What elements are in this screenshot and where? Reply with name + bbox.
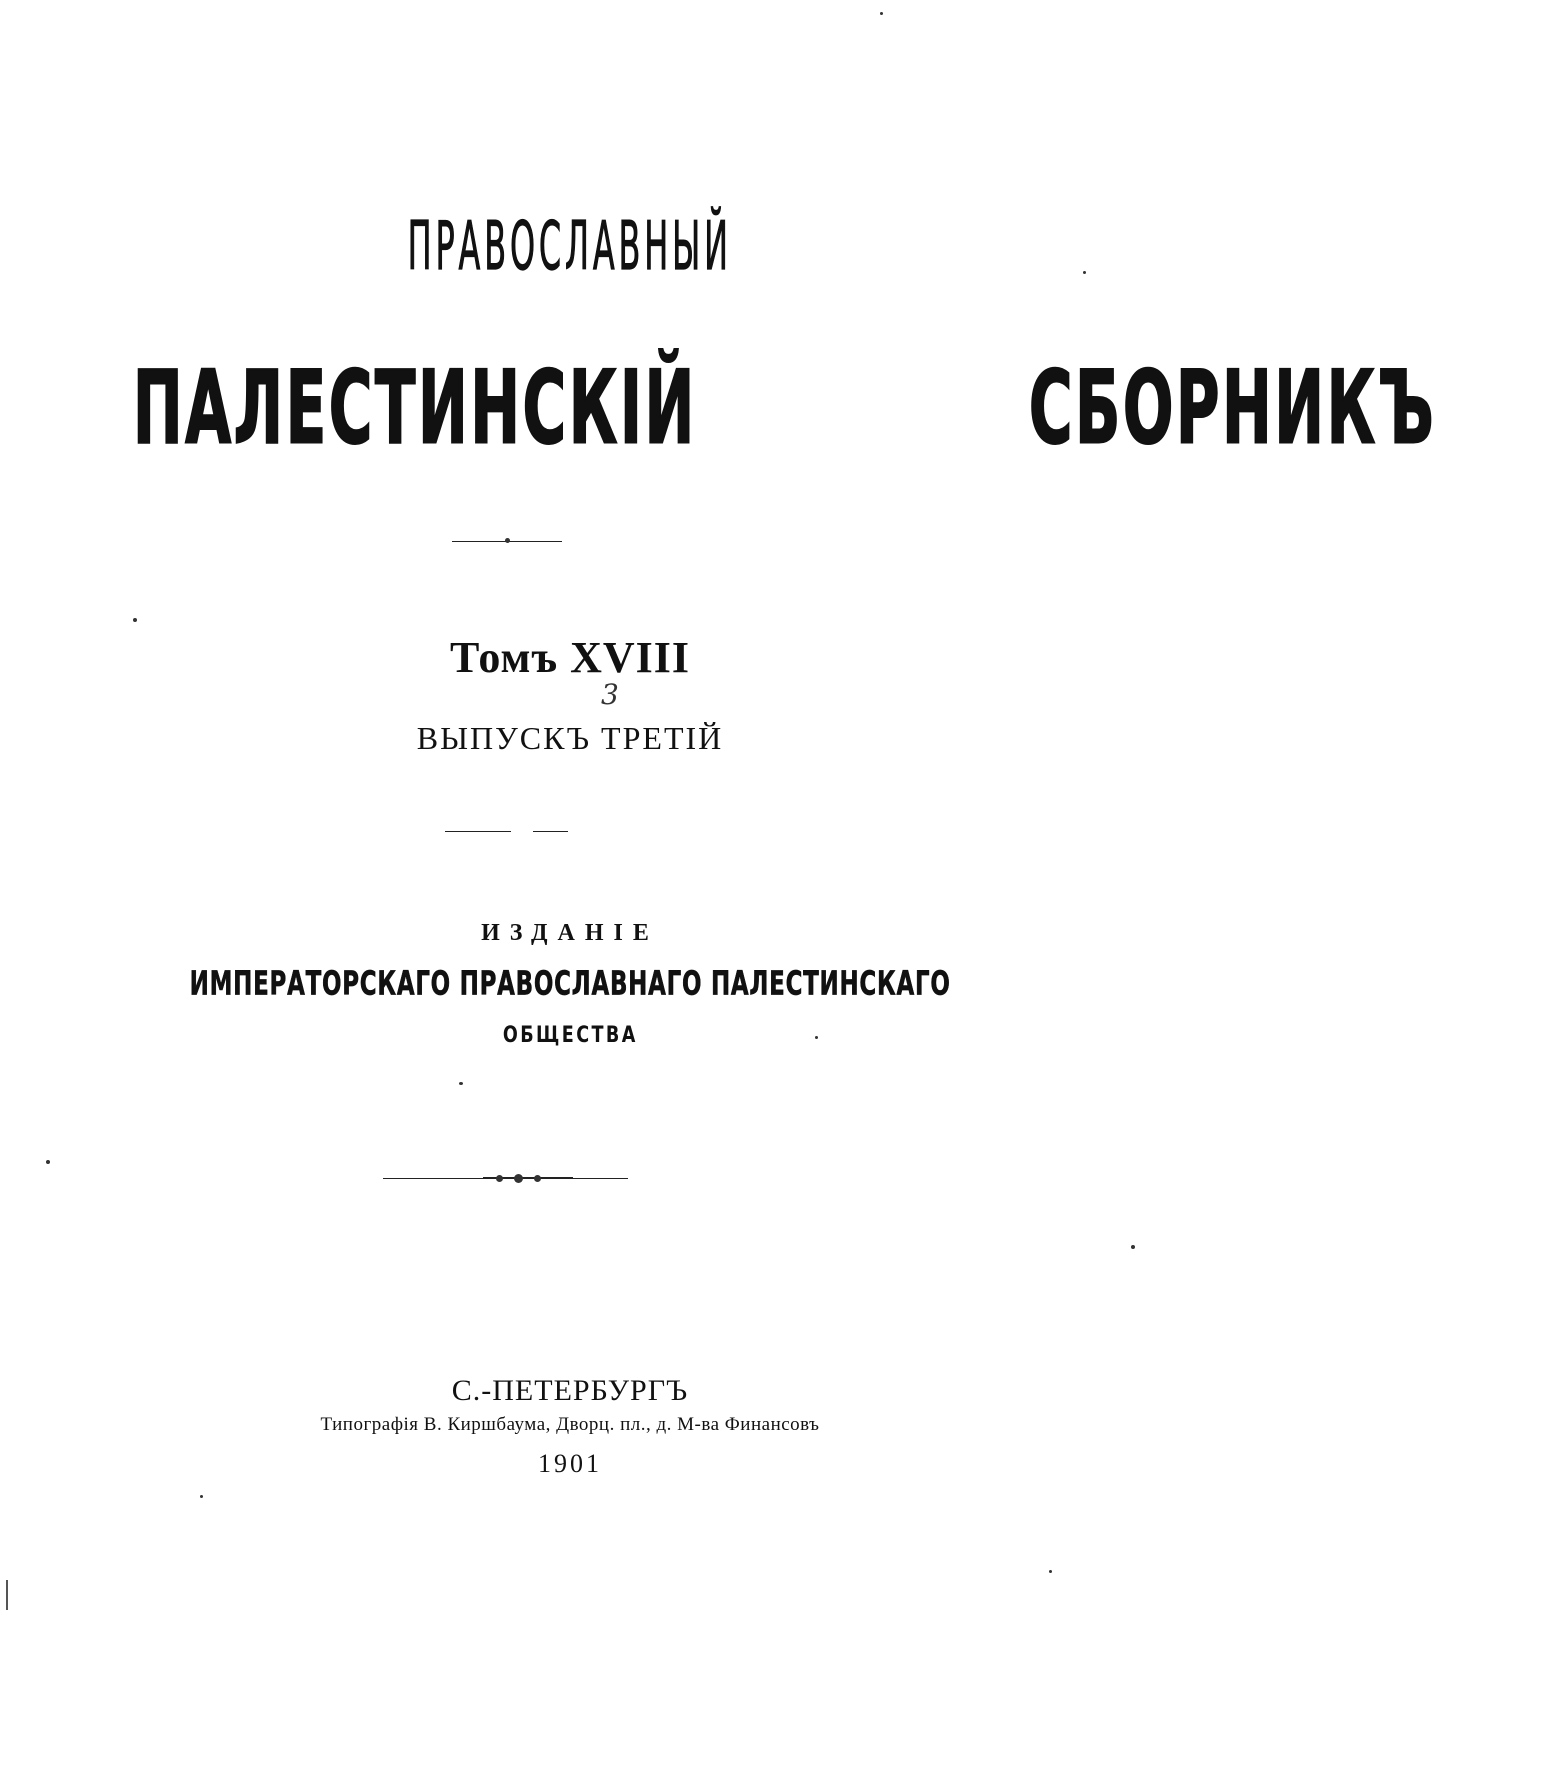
ornament-rule-left: [383, 1178, 483, 1179]
ornament-bead: [514, 1174, 523, 1183]
scan-speck: [46, 1160, 50, 1164]
scan-edge-mark: [6, 1580, 8, 1610]
publisher-line-2-text: ОБЩЕСТВА: [502, 1023, 638, 1048]
separator-rule-2: [533, 831, 568, 832]
publisher-line-1: [0, 966, 1140, 1002]
title-word-palestinsky: ПАЛЕСТИНСКІЙ: [132, 349, 697, 467]
separator-rule-1: [445, 831, 511, 832]
publisher-line-1-text: ИМПЕРАТОРСКАГО ПРАВОСЛАВНАГО ПАЛЕСТИНСКАГО: [189, 965, 951, 1003]
handwritten-issue-mark: 3: [601, 678, 619, 711]
publication-label-text: ИЗДАНІЕ: [481, 920, 659, 946]
printer-text: Типографія В. Киршбаума, Дворц. пл., д. М-ва Финансовъ: [320, 1414, 820, 1435]
issue-heading: [0, 720, 1140, 757]
title-line-1: [0, 206, 1140, 292]
title-line-2: [0, 349, 1436, 472]
ornament-bead: [534, 1175, 541, 1182]
scan-speck: [200, 1495, 203, 1498]
city-text: С.-ПЕТЕРБУРГЪ: [451, 1374, 689, 1407]
title-line-1-text: ПРАВОСЛАВНЫЙ: [407, 206, 733, 286]
scan-speck: [1083, 271, 1086, 274]
scan-speck: [133, 618, 137, 622]
scan-speck: [1131, 1245, 1135, 1249]
printer-line: [0, 1414, 1140, 1436]
issue-text: ВЫПУСКЪ ТРЕТІЙ: [416, 720, 724, 756]
scan-speck: [815, 1036, 818, 1039]
publication-label: [0, 920, 1140, 947]
volume-heading: [0, 632, 1140, 683]
scan-speck: [1049, 1570, 1052, 1573]
ornament-dot: [505, 538, 510, 543]
volume-text: Томъ XVIII: [449, 633, 691, 682]
scan-speck: [880, 12, 883, 15]
ornament-rule-right: [573, 1178, 628, 1179]
year-line: [0, 1449, 1140, 1479]
year-text: 1901: [538, 1449, 602, 1478]
title-word-sbornik: СБОРНИКЪ: [1028, 349, 1436, 467]
city-line: [0, 1374, 1140, 1408]
ornament-bead: [496, 1175, 503, 1182]
publisher-line-2: [0, 1022, 1140, 1048]
scan-speck: [459, 1082, 463, 1085]
